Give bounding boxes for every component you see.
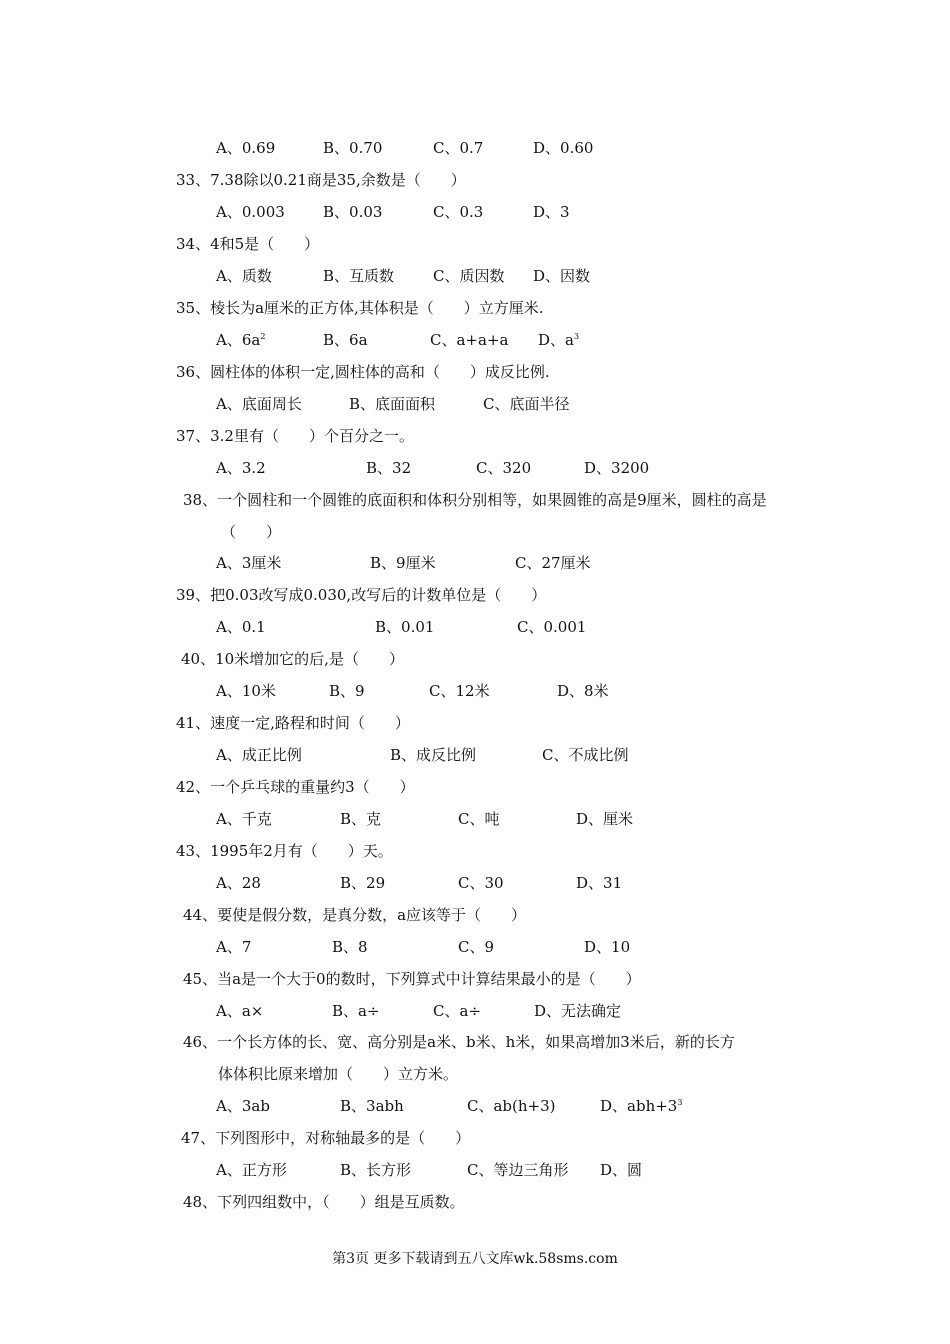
option-item (216, 681, 276, 701)
question-text: 35、棱长为a厘米的正方体,其体积是（ ）立方厘米. (176, 299, 544, 317)
option-item (332, 937, 368, 957)
option-text: A、10米 (216, 682, 276, 700)
option-text: A、3.2 (216, 459, 266, 477)
option-text: A、千克 (216, 810, 272, 828)
superscript: 3 (573, 332, 580, 341)
question-continuation: 体体积比原来增加（ ）立方米。 (218, 1065, 459, 1083)
option-text: B、克 (340, 810, 382, 828)
option-text: C、12米 (429, 682, 490, 700)
option-item (216, 458, 266, 478)
option-text: D、3200 (584, 459, 650, 477)
option-text: A、0.69 (216, 139, 276, 157)
option-text: C、吨 (458, 810, 500, 828)
option-item (340, 873, 385, 893)
option-item (533, 266, 590, 286)
option-item (600, 1096, 682, 1116)
option-item (467, 1160, 568, 1180)
option-item (430, 330, 508, 350)
option-item (216, 1096, 270, 1116)
option-item (483, 394, 569, 414)
option-item (429, 681, 490, 701)
question-text: 40、10米增加它的后,是（ ） (181, 650, 404, 668)
question-text: 36、圆柱体的体积一定,圆柱体的高和（ ）成反比例. (176, 363, 550, 381)
option-text: D、a (538, 331, 574, 349)
option-item (584, 937, 630, 957)
option-item (216, 138, 275, 158)
option-item (458, 937, 494, 957)
option-text: B、0.03 (323, 203, 383, 221)
question-continuation: （ ） (221, 523, 282, 541)
option-text: A、3ab (216, 1097, 270, 1115)
option-text: B、0.70 (323, 139, 383, 157)
option-item (216, 873, 261, 893)
option-item (349, 394, 435, 414)
question-text: 42、一个乒乓球的重量约3（ ） (176, 778, 415, 796)
option-text: A、底面周长 (216, 395, 302, 413)
option-text: C、9 (458, 938, 495, 956)
option-text: B、6a (323, 331, 368, 349)
option-text: A、6a (216, 331, 261, 349)
option-item (216, 617, 266, 637)
option-text: B、9厘米 (370, 554, 436, 572)
option-text: C、不成比例 (542, 746, 629, 764)
option-text: A、3厘米 (216, 554, 282, 572)
question-text: 38、一个圆柱和一个圆锥的底面积和体积分别相等，如果圆锥的高是9厘米，圆柱的高是 (183, 491, 767, 509)
option-text: D、abh+3 (600, 1097, 678, 1115)
option-text: C、0.7 (433, 139, 484, 157)
option-item (538, 330, 579, 350)
question-text: 34、4和5是（ ） (176, 235, 320, 253)
option-item (534, 1001, 621, 1021)
option-text: D、3 (533, 203, 570, 221)
option-item (216, 937, 251, 957)
superscript: 3 (677, 1098, 683, 1107)
option-item (370, 553, 436, 573)
option-item (340, 809, 381, 829)
option-item (366, 458, 411, 478)
option-text: B、32 (366, 459, 412, 477)
option-item (216, 202, 285, 222)
option-item (467, 1096, 556, 1116)
question-text: 45、当a是一个大于0的数时，下列算式中计算结果最小的是（ ） (183, 970, 641, 988)
option-item (216, 266, 272, 286)
option-text: B、29 (340, 874, 386, 892)
option-item (323, 202, 382, 222)
option-item (323, 330, 368, 350)
option-text: D、10 (584, 938, 631, 956)
option-item (216, 330, 265, 350)
question-text: 39、把0.03改写成0.030,改写后的计数单位是（ ） (176, 586, 547, 604)
option-item (542, 745, 628, 765)
option-text: C、质因数 (433, 267, 505, 285)
option-text: B、0.01 (375, 618, 435, 636)
option-item (515, 553, 591, 573)
option-text: A、28 (216, 874, 261, 892)
superscript: 2 (260, 332, 266, 341)
option-text: B、长方形 (340, 1161, 412, 1179)
option-item (323, 266, 394, 286)
option-item (433, 202, 483, 222)
question-text: 48、下列四组数中，（ ）组是互质数。 (183, 1193, 465, 1211)
option-text: A、a× (216, 1002, 264, 1020)
option-item (600, 1160, 642, 1180)
question-text: 41、速度一定,路程和时间（ ） (176, 714, 410, 732)
option-text: C、27厘米 (515, 554, 591, 572)
option-text: B、3abh (340, 1097, 404, 1115)
option-text: C、等边三角形 (467, 1161, 569, 1179)
option-item (216, 745, 302, 765)
option-text: C、a÷ (433, 1002, 481, 1020)
option-text: D、因数 (533, 267, 591, 285)
option-item (576, 873, 622, 893)
option-text: B、9 (329, 682, 365, 700)
option-text: A、0.003 (216, 203, 285, 221)
option-item (533, 202, 570, 222)
option-text: B、8 (332, 938, 368, 956)
option-item (458, 873, 504, 893)
option-item (216, 1160, 287, 1180)
question-text: 37、3.2里有（ ）个百分之一。 (176, 427, 414, 445)
option-item (458, 809, 499, 829)
option-text: D、31 (576, 874, 623, 892)
option-item (557, 681, 609, 701)
option-text: A、质数 (216, 267, 272, 285)
option-text: D、0.60 (533, 139, 594, 157)
option-item (584, 458, 649, 478)
option-text: C、30 (458, 874, 504, 892)
option-item (216, 394, 302, 414)
question-text: 33、7.38除以0.21商是35,余数是（ ） (176, 171, 466, 189)
option-item (216, 553, 281, 573)
option-text: C、底面半径 (483, 395, 570, 413)
option-text: B、a÷ (332, 1002, 380, 1020)
option-item (533, 138, 593, 158)
option-item (340, 1160, 411, 1180)
option-text: A、成正比例 (216, 746, 302, 764)
option-text: D、无法确定 (534, 1002, 622, 1020)
question-text: 43、1995年2月有（ ）天。 (176, 842, 393, 860)
option-text: B、底面面积 (349, 395, 436, 413)
option-text: D、厘米 (576, 810, 634, 828)
option-item (340, 1096, 404, 1116)
option-item (517, 617, 586, 637)
option-item (216, 809, 272, 829)
option-item (433, 266, 504, 286)
question-text: 47、下列图形中，对称轴最多的是（ ） (181, 1129, 471, 1147)
option-item (390, 745, 476, 765)
option-item (216, 1001, 263, 1021)
option-text: B、成反比例 (390, 746, 477, 764)
option-text: C、0.3 (433, 203, 484, 221)
option-item (323, 138, 382, 158)
option-text: A、7 (216, 938, 252, 956)
question-text: 46、一个长方体的长、宽、高分别是a米、b米、h米，如果高增加3米后，新的长方 (183, 1033, 735, 1051)
option-item (375, 617, 434, 637)
option-item (476, 458, 531, 478)
option-text: D、8米 (557, 682, 609, 700)
option-text: C、ab(h+3) (467, 1097, 556, 1115)
option-text: B、互质数 (323, 267, 395, 285)
option-item (433, 138, 483, 158)
option-text: D、圆 (600, 1161, 643, 1179)
option-item (433, 1001, 481, 1021)
option-item (329, 681, 365, 701)
question-text: 44、要使是假分数，是真分数，a应该等于（ ） (183, 906, 527, 924)
option-text: A、正方形 (216, 1161, 287, 1179)
option-item (576, 809, 633, 829)
option-item (332, 1001, 380, 1021)
option-text: A、0.1 (216, 618, 266, 636)
option-text: C、0.001 (517, 618, 587, 636)
page-footer: 第3页 更多下载请到五八文库wk.58sms.com (332, 1251, 618, 1267)
option-text: C、320 (476, 459, 532, 477)
option-text: C、a+a+a (430, 331, 509, 349)
